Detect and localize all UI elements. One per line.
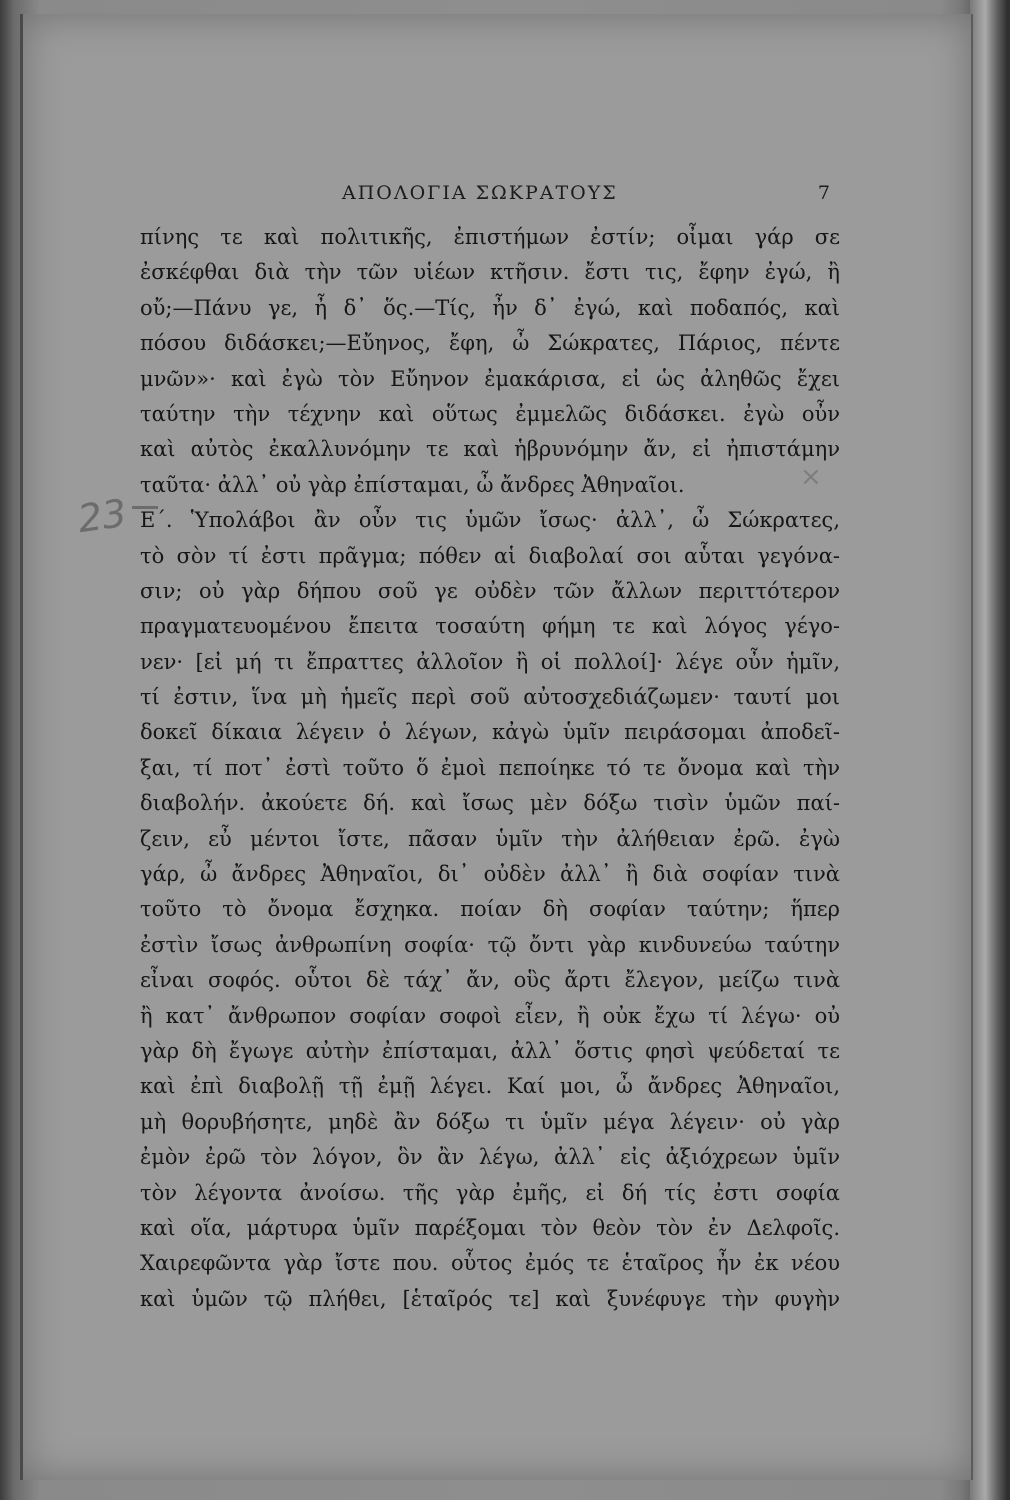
- text-line: μὴ θορυβήσητε, μηδὲ ἂν δόξω τι ὑμῖν μέγα λέγειν· οὐ γὰρ: [140, 1109, 840, 1134]
- text-line: Ε΄. Ὑπολάβοι ἂν οὖν τις ὑμῶν ἴσως· ἀλλ᾽, ὦ Σώκρατες,: [140, 508, 840, 533]
- text-line: ξαι, τί ποτ᾽ ἐστὶ τοῦτο ὅ ἐμοὶ πεποίηκε τό τε ὄνομα καὶ τὴν: [140, 755, 840, 780]
- running-title: ΑΠΟΛΟΓΙΑ ΣΩΚΡΑΤΟΥΣ: [342, 182, 618, 204]
- text-line: ἢ κατ᾽ ἄνθρωπον σοφίαν σοφοὶ εἶεν, ἢ οὐκ ἔχω τί λέγω· οὐ: [140, 1003, 840, 1028]
- text-line: τὸν λέγοντα ἀνοίσω. τῆς γὰρ ἐμῆς, εἰ δή τίς ἐστι σοφία: [140, 1180, 840, 1205]
- text-line: ἐστὶν ἴσως ἀνθρωπίνη σοφία· τῷ ὄντι γὰρ κινδυνεύω ταύτην: [140, 932, 840, 957]
- text-line: σιν; οὐ γὰρ δήπου σοῦ γε οὐδὲν τῶν ἄλλων περιττότερον: [140, 578, 840, 603]
- text-line: ἐσκέφθαι διὰ τὴν τῶν υἱέων κτῆσιν. ἔστι τις, ἔφην ἐγώ, ἢ: [140, 260, 840, 285]
- margin-note-number: 23: [75, 490, 130, 542]
- text-line: καὶ αὐτὸς ἐκαλλυνόμην τε καὶ ἡβρυνόμην ἄν, εἰ ἠπιστάμην: [140, 437, 840, 462]
- text-line: πίνης τε καὶ πολιτικῆς, ἐπιστήμων ἐστίν; οἶμαι γάρ σε: [140, 225, 840, 249]
- page-header: [120, 182, 830, 210]
- text-line: οὔ;—Πάνυ γε, ἦ δ᾽ ὅς.—Τίς, ἦν δ᾽ ἐγώ, καὶ ποδαπός, καὶ: [140, 295, 840, 320]
- text-line: καὶ οἵα, μάρτυρα ὑμῖν παρέξομαι τὸν θεὸν τὸν ἐν Δελφοῖς.: [140, 1215, 840, 1240]
- page-number: 7: [817, 182, 830, 204]
- text-line: ζειν, εὖ μέντοι ἴστε, πᾶσαν ὑμῖν τὴν ἀλήθειαν ἐρῶ. ἐγὼ: [140, 826, 840, 851]
- text-line: εἶναι σοφός. οὗτοι δὲ τάχ᾽ ἄν, οὓς ἄρτι ἔλεγον, μείζω τινὰ: [140, 968, 840, 993]
- text-line: γάρ, ὦ ἄνδρες Ἀθηναῖοι, δι᾽ οὐδὲν ἀλλ᾽ ἢ διὰ σοφίαν τινὰ: [140, 862, 840, 887]
- text-line: καὶ ὑμῶν τῷ πλήθει, [ἑταῖρός τε] καὶ ξυνέφυγε τὴν φυγὴν: [140, 1286, 840, 1311]
- text-line: ταῦτα· ἀλλ᾽ οὐ γὰρ ἐπίσταμαι, ὦ ἄνδρες Ἀθηναῖοι.: [140, 472, 685, 497]
- text-line: ταύτην τὴν τέχνην καὶ οὕτως ἐμμελῶς διδάσκει. ἐγὼ οὖν: [140, 401, 840, 426]
- text-line: τί ἐστιν, ἵνα μὴ ἡμεῖς περὶ σοῦ αὐτοσχεδιάζωμεν· ταυτί μοι: [140, 685, 840, 710]
- text-line: πραγματευομένου ἔπειτα τοσαύτη φήμη τε καὶ λόγος γέγο-: [140, 614, 840, 639]
- text-line: νεν· [εἰ μή τι ἔπραττες ἀλλοῖον ἢ οἱ πολλοί]· λέγε οὖν ἡμῖν,: [140, 649, 840, 674]
- margin-note-mark: ×: [800, 462, 822, 492]
- page-edge: [970, 0, 1008, 1500]
- text-line: ἐμὸν ἐρῶ τὸν λόγον, ὃν ἂν λέγω, ἀλλ᾽ εἰς ἀξιόχρεων ὑμῖν: [140, 1145, 840, 1170]
- text-line: τὸ σὸν τί ἐστι πρᾶγμα; πόθεν αἱ διαβολαί σοι αὗται γεγόνα-: [140, 543, 840, 568]
- text-line: τοῦτο τὸ ὄνομα ἔσχηκα. ποίαν δὴ σοφίαν ταύτην; ἥπερ: [140, 897, 840, 922]
- text-line: δοκεῖ δίκαια λέγειν ὁ λέγων, κἀγὼ ὑμῖν πειράσομαι ἀποδεῖ-: [140, 720, 840, 745]
- text-line: Χαιρεφῶντα γὰρ ἴστε που. οὗτος ἐμός τε ἑταῖρος ἦν ἐκ νέου: [140, 1251, 840, 1276]
- text-line: μνῶν»· καὶ ἐγὼ τὸν Εὔηνον ἐμακάρισα, εἰ ὡς ἀληθῶς ἔχει: [140, 366, 840, 391]
- text-line: διαβολήν. ἀκούετε δή. καὶ ἴσως μὲν δόξω τισὶν ὑμῶν παί-: [140, 791, 840, 816]
- text-line: πόσου διδάσκει;—Εὔηνος, ἔφη, ὦ Σώκρατες, Πάριος, πέντε: [140, 331, 840, 356]
- text-line: γὰρ δὴ ἔγωγε αὐτὴν ἐπίσταμαι, ἀλλ᾽ ὅστις φησὶ ψεύδεταί τε: [140, 1038, 840, 1063]
- text-line: καὶ ἐπὶ διαβολῇ τῇ ἐμῇ λέγει. Καί μοι, ὦ ἄνδρες Ἀθηναῖοι,: [140, 1074, 840, 1099]
- body-text: [140, 220, 840, 1317]
